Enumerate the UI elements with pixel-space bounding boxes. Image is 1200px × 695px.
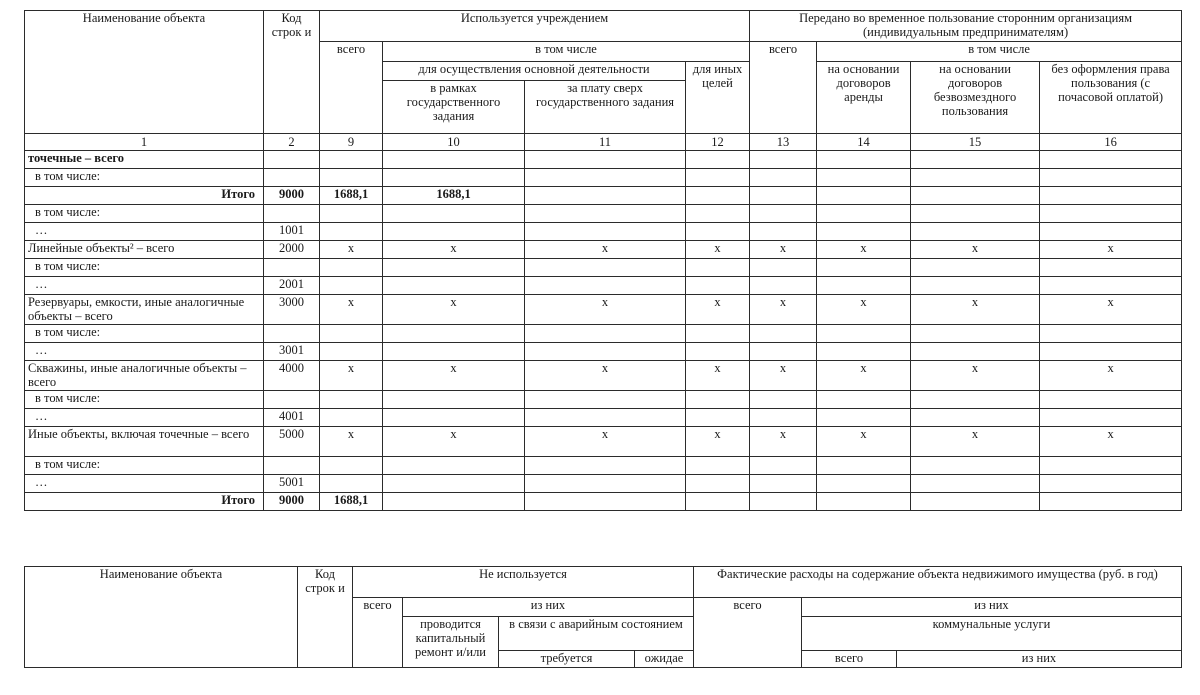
header-used-including: в том числе [383,42,750,62]
header-used: Используется учреждением [320,11,750,42]
col-num: 15 [911,134,1040,151]
row-cell-c14 [817,343,911,361]
row-cell-c9: x [320,241,383,259]
row-cell-c14 [817,169,911,187]
row-name: Итого [25,493,264,511]
table-row [25,325,1182,343]
t2-header-of-them: из них [403,598,694,617]
t2-header-utilities: коммунальные услуги [802,616,1182,651]
row-cell-c15 [911,391,1040,409]
row-code [264,325,320,343]
row-cell-c15: x [911,361,1040,391]
row-cell-c11 [525,205,686,223]
row-cell-c16 [1040,325,1182,343]
row-cell-c11 [525,277,686,295]
row-cell-c9 [320,277,383,295]
row-cell-c11 [525,409,686,427]
t2-header-total: всего [353,598,403,668]
row-name: Скважины, иные аналогичные объекты – всего [25,361,264,391]
row-name: в том числе: [25,325,264,343]
row-name: в том числе: [25,391,264,409]
row-code [264,205,320,223]
row-cell-c10: x [383,361,525,391]
row-cell-c9 [320,325,383,343]
row-cell-c10 [383,277,525,295]
row-cell-c16: x [1040,241,1182,259]
row-name: … [25,277,264,295]
row-cell-c16 [1040,151,1182,169]
row-cell-c11 [525,169,686,187]
row-cell-c14 [817,475,911,493]
row-name: … [25,343,264,361]
row-code: 2001 [264,277,320,295]
row-code: 9000 [264,187,320,205]
row-cell-c14 [817,223,911,241]
row-cell-c15 [911,343,1040,361]
table-row [25,493,1182,511]
row-cell-c13 [750,475,817,493]
row-code: 2000 [264,241,320,259]
row-cell-c16 [1040,493,1182,511]
row-cell-c10 [383,169,525,187]
header-transferred-including: в том числе [817,42,1182,62]
col-num: 13 [750,134,817,151]
header-used-total: всего [320,42,383,134]
row-cell-c14 [817,325,911,343]
header-main-activity: для осуществления основной деятельности [383,61,686,81]
row-cell-c9 [320,223,383,241]
row-cell-c10 [383,409,525,427]
row-cell-c12: x [686,427,750,457]
row-cell-c13 [750,205,817,223]
header-transferred: Передано во временное пользование сторонним организациям (индивидуальным предпринимателям) [750,11,1182,42]
t2-header-requires: требуется [499,651,635,668]
row-cell-c14: x [817,361,911,391]
row-name: Линейные объекты² – всего [25,241,264,259]
row-cell-c14: x [817,241,911,259]
row-code [264,457,320,475]
row-cell-c10: x [383,427,525,457]
col-num: 2 [264,134,320,151]
row-cell-c14 [817,409,911,427]
table-row [25,427,1182,457]
t2-header-capital-repair: проводится капитальный ремонт и/или [403,616,499,668]
row-cell-c16 [1040,187,1182,205]
row-cell-c13 [750,409,817,427]
row-cell-c13 [750,169,817,187]
t2-header-expenses-of-them: из них [802,598,1182,617]
row-cell-c11: x [525,241,686,259]
row-cell-c15 [911,409,1040,427]
row-cell-c11 [525,457,686,475]
row-cell-c13 [750,391,817,409]
row-cell-c14: x [817,295,911,325]
row-cell-c16 [1040,169,1182,187]
row-name: … [25,223,264,241]
row-cell-c9 [320,457,383,475]
row-code: 9000 [264,493,320,511]
row-cell-c16 [1040,205,1182,223]
row-cell-c13 [750,343,817,361]
table-row [25,409,1182,427]
row-cell-c11 [525,343,686,361]
table-row [25,475,1182,493]
table-row [25,169,1182,187]
row-code: 4000 [264,361,320,391]
row-cell-c14 [817,205,911,223]
row-name: Иные объекты, включая точечные – всего [25,427,264,457]
row-cell-c14: x [817,427,911,457]
row-cell-c10 [383,259,525,277]
t2-header-awaits: ожидае [635,651,694,668]
row-cell-c15 [911,277,1040,295]
row-code: 4001 [264,409,320,427]
col-num: 9 [320,134,383,151]
row-cell-c16 [1040,277,1182,295]
row-cell-c9 [320,391,383,409]
row-cell-c15: x [911,241,1040,259]
col-num: 16 [1040,134,1182,151]
row-cell-c15 [911,169,1040,187]
row-cell-c9 [320,205,383,223]
row-cell-c10: x [383,295,525,325]
row-cell-c16 [1040,409,1182,427]
t2-header-expenses-total: всего [694,598,802,668]
table-row [25,277,1182,295]
row-name: в том числе: [25,457,264,475]
row-cell-c13 [750,151,817,169]
row-cell-c9: 1688,1 [320,187,383,205]
row-cell-c13 [750,457,817,475]
row-cell-c15 [911,325,1040,343]
col-num: 1 [25,134,264,151]
row-cell-c14 [817,391,911,409]
row-cell-c12 [686,169,750,187]
unused-property-table [24,566,1182,668]
row-cell-c10: 1688,1 [383,187,525,205]
row-cell-c12 [686,391,750,409]
row-cell-c16: x [1040,427,1182,457]
row-code: 5001 [264,475,320,493]
row-cell-c11 [525,151,686,169]
row-cell-c10 [383,325,525,343]
row-cell-c13 [750,187,817,205]
row-code: 3001 [264,343,320,361]
table-row [25,391,1182,409]
row-cell-c12 [686,187,750,205]
t2-header-expenses: Фактические расходы на содержание объекта недвижимого имущества (руб. в год) [694,567,1182,598]
row-cell-c13: x [750,361,817,391]
row-code [264,169,320,187]
row-cell-c11 [525,187,686,205]
row-cell-c9 [320,151,383,169]
row-name: в том числе: [25,205,264,223]
col-num: 14 [817,134,911,151]
row-cell-c13: x [750,241,817,259]
row-cell-c9 [320,409,383,427]
col-num: 11 [525,134,686,151]
row-cell-c13: x [750,295,817,325]
t2-header-name: Наименование объекта [25,567,298,668]
row-cell-c11 [525,259,686,277]
row-cell-c11 [525,391,686,409]
row-name: точечные – всего [25,151,264,169]
row-cell-c12 [686,409,750,427]
header-name: Наименование объекта [25,11,264,134]
header-transferred-total: всего [750,42,817,134]
row-cell-c9: x [320,361,383,391]
row-cell-c13: x [750,427,817,457]
header-code: Код строк и [264,11,320,134]
table-row [25,241,1182,259]
row-cell-c10 [383,457,525,475]
row-cell-c11: x [525,361,686,391]
row-cell-c15 [911,187,1040,205]
row-cell-c12 [686,457,750,475]
row-cell-c16 [1040,223,1182,241]
header-rent: на основании договоров аренды [817,61,911,134]
t2-header-not-used: Не используется [353,567,694,598]
table-row [25,457,1182,475]
row-cell-c12 [686,223,750,241]
table-row [25,343,1182,361]
row-cell-c11 [525,493,686,511]
row-cell-c9 [320,169,383,187]
row-cell-c15: x [911,295,1040,325]
col-num: 12 [686,134,750,151]
row-cell-c14 [817,259,911,277]
row-name: … [25,475,264,493]
t2-header-code: Код строк и [298,567,353,668]
row-cell-c15 [911,205,1040,223]
row-cell-c12 [686,151,750,169]
row-cell-c12 [686,205,750,223]
row-cell-c12 [686,343,750,361]
row-cell-c16 [1040,475,1182,493]
row-name: … [25,409,264,427]
row-name: в том числе: [25,169,264,187]
row-cell-c16 [1040,391,1182,409]
row-cell-c9: 1688,1 [320,493,383,511]
row-cell-c12 [686,325,750,343]
row-cell-c15 [911,493,1040,511]
row-cell-c12: x [686,361,750,391]
row-cell-c12 [686,277,750,295]
row-name: Резервуары, емкости, иные аналогичные объекты – всего [25,295,264,325]
table-row [25,259,1182,277]
row-cell-c10 [383,223,525,241]
header-no-contract: без оформления права пользования (с почасовой оплатой) [1040,61,1182,134]
row-code [264,391,320,409]
row-cell-c14 [817,151,911,169]
row-cell-c10 [383,205,525,223]
row-name: Итого [25,187,264,205]
row-name: в том числе: [25,259,264,277]
row-cell-c16 [1040,457,1182,475]
row-cell-c16 [1040,259,1182,277]
t2-header-emergency: в связи с аварийным состоянием [499,616,694,651]
header-free-use: на основании договоров безвозмездного пользования [911,61,1040,134]
column-number-row [25,134,1182,151]
row-cell-c15 [911,259,1040,277]
row-cell-c15 [911,151,1040,169]
row-cell-c14 [817,277,911,295]
row-cell-c10 [383,475,525,493]
row-cell-c9 [320,259,383,277]
header-paid: за плату сверх государственного задания [525,81,686,134]
header-other: для иных целей [686,61,750,134]
t2-header-utilities-of-them: из них [897,651,1182,668]
row-cell-c13 [750,259,817,277]
row-cell-c12: x [686,241,750,259]
row-cell-c14 [817,187,911,205]
row-cell-c9 [320,343,383,361]
row-code: 3000 [264,295,320,325]
property-usage-table [24,10,1182,511]
table-row [25,187,1182,205]
row-code [264,151,320,169]
row-cell-c10 [383,391,525,409]
col-num: 10 [383,134,525,151]
table-row [25,295,1182,325]
row-cell-c15 [911,475,1040,493]
row-cell-c11: x [525,427,686,457]
row-cell-c11 [525,223,686,241]
row-cell-c10 [383,151,525,169]
table-row [25,151,1182,169]
header-state-task: в рамках государственного задания [383,81,525,134]
row-cell-c10: x [383,241,525,259]
row-cell-c14 [817,457,911,475]
row-code: 1001 [264,223,320,241]
row-cell-c15: x [911,427,1040,457]
row-cell-c13 [750,277,817,295]
row-cell-c13 [750,493,817,511]
row-cell-c16: x [1040,295,1182,325]
row-cell-c9: x [320,295,383,325]
row-cell-c11 [525,325,686,343]
row-cell-c10 [383,493,525,511]
table-row [25,361,1182,391]
row-cell-c14 [817,493,911,511]
row-cell-c16: x [1040,361,1182,391]
row-cell-c12 [686,259,750,277]
row-code [264,259,320,277]
t2-header-utilities-total: всего [802,651,897,668]
row-cell-c15 [911,223,1040,241]
row-cell-c12: x [686,295,750,325]
row-cell-c12 [686,493,750,511]
row-code: 5000 [264,427,320,457]
table-row [25,205,1182,223]
row-cell-c12 [686,475,750,493]
table-row [25,223,1182,241]
row-cell-c15 [911,457,1040,475]
row-cell-c13 [750,325,817,343]
row-cell-c16 [1040,343,1182,361]
row-cell-c11 [525,475,686,493]
row-cell-c9: x [320,427,383,457]
row-cell-c13 [750,223,817,241]
row-cell-c9 [320,475,383,493]
row-cell-c10 [383,343,525,361]
row-cell-c11: x [525,295,686,325]
